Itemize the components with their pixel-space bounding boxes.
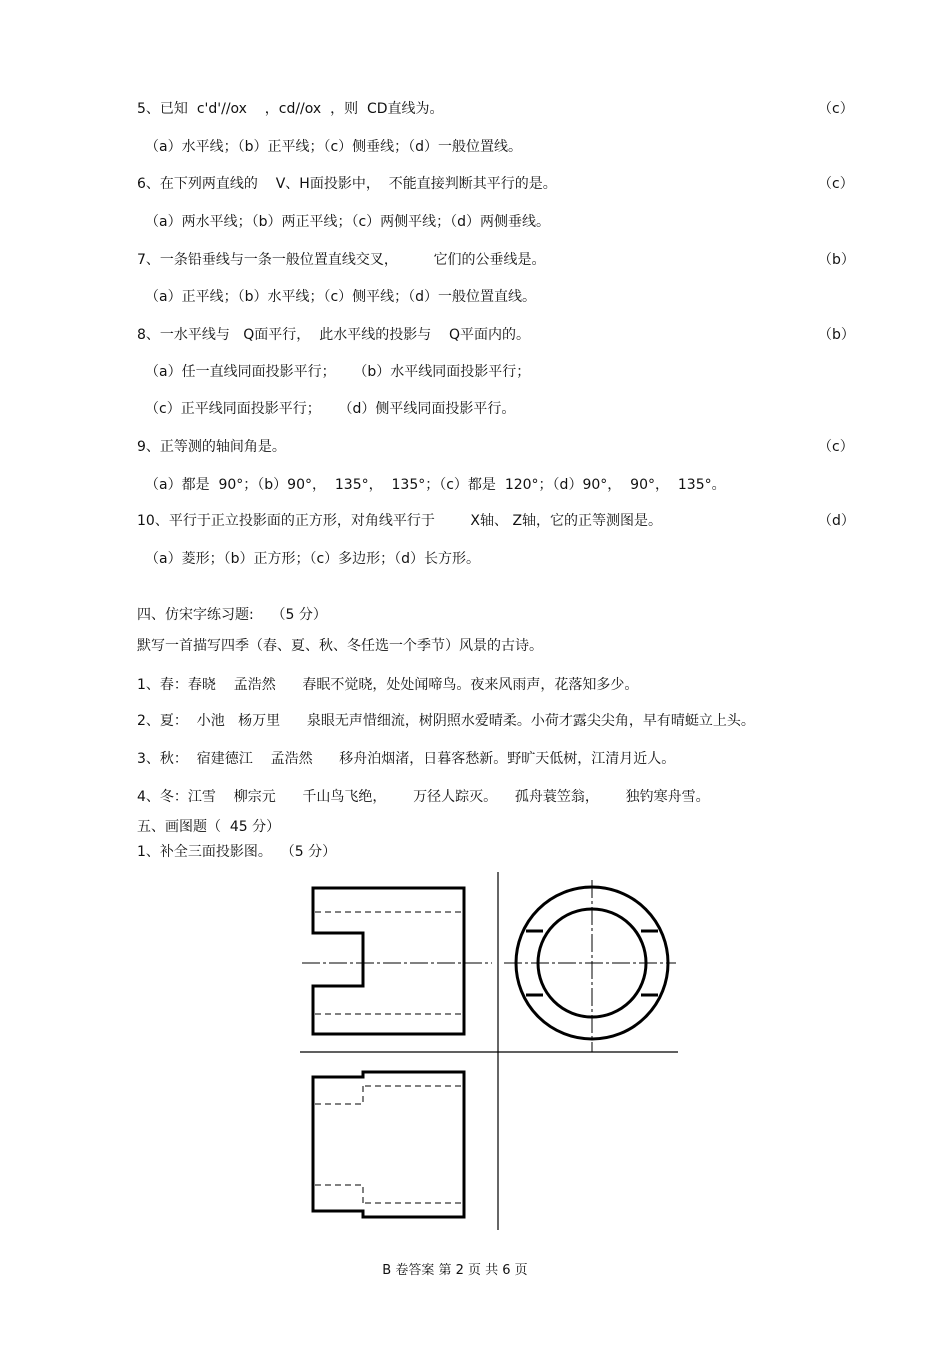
section-4-title: 四、仿宋字练习题: （5 分）: [137, 607, 327, 623]
question-text: 正等测的轴间角是。: [159, 439, 286, 455]
front-view-outline: [313, 888, 464, 1034]
question-number: 7、: [137, 252, 160, 268]
options-10: （a）菱形；（b）正方形；（c）多边形；（d）长方形。: [145, 551, 481, 567]
options-8a: （a）任一直线同面投影平行； （b）水平线同面投影平行；: [145, 364, 531, 380]
poem-autumn: 3、秋： 宿建德江 孟浩然 移舟泊烟渚，日暮客愁新。野旷天低树，江清月近人。: [137, 751, 676, 767]
three-view-projection-drawing: [298, 870, 682, 1234]
question-text: 平行于正立投影面的正方形，对角线平行于 X轴、 Z轴，它的正等测图是。: [168, 513, 663, 529]
answer-9: （c）: [818, 439, 854, 455]
options-7: （a）正平线；（b）水平线；（c）侧平线；（d）一般位置直线。: [145, 289, 537, 305]
section-5-title: 五、画图题（ 45 分）: [137, 819, 281, 835]
question-text: 一条铅垂线与一条一般位置直线交叉， 它们的公垂线是。: [159, 252, 546, 268]
top-view-outline: [313, 1072, 464, 1217]
poem-winter: 4、冬：江雪 柳宗元 千山鸟飞绝， 万径人踪灭。 孤舟蓑笠翁， 独钓寒舟雪。: [137, 789, 710, 805]
question-number: 10、: [137, 513, 169, 529]
options-6: （a）两水平线；（b）两正平线；（c）两侧平线；（d）两侧垂线。: [145, 214, 551, 230]
question-5-1: 1、补全三面投影图。 （5 分）: [137, 844, 337, 860]
options-8b: （c）正平线同面投影平行； （d）侧平线同面投影平行。: [145, 401, 516, 417]
answer-6: （c）: [818, 176, 854, 192]
answer-10: （d）: [818, 513, 855, 529]
page-footer: B 卷答案 第 2 页 共 6 页: [382, 1263, 528, 1278]
section-4-instruction: 默写一首描写四季（春、夏、秋、冬任选一个季节）风景的古诗。: [137, 638, 543, 654]
question-10: [137, 512, 662, 530]
top-view-hidden-line-lower: [315, 1185, 363, 1203]
question-text: 在下列两直线的 V、H面投影中， 不能直接判断其平行的是。: [159, 176, 557, 192]
options-5: （a）水平线；（b）正平线；（c）侧垂线；（d）一般位置线。: [145, 139, 523, 155]
question-6: [137, 175, 557, 193]
options-9: （a）都是 90°；（b）90°， 135°， 135°；（c）都是 120°；（d）90°， 90°， 135°。: [145, 477, 726, 493]
question-number: 5、: [137, 101, 160, 117]
poem-spring: 1、春：春晓 孟浩然 春眠不觉晓，处处闻啼鸟。夜来风雨声，花落知多少。: [137, 677, 639, 693]
question-number: 9、: [137, 439, 160, 455]
poem-summer: 2、夏： 小池 杨万里 泉眼无声惜细流，树阴照水爱晴柔。小荷才露尖尖角，早有晴蜓立上头。: [137, 713, 755, 729]
question-text: 一水平线与 Q面平行， 此水平线的投影与 Q平面内的。: [159, 327, 531, 343]
question-9: [137, 438, 286, 456]
answer-7: （b）: [818, 252, 855, 268]
question-5: [137, 100, 444, 118]
answer-8: （b）: [818, 327, 855, 343]
question-text: 已知 c'd'//ox ，cd//ox ，则 CD直线为。: [159, 101, 444, 117]
question-number: 8、: [137, 327, 160, 343]
question-8: [137, 326, 530, 344]
answer-5: （c）: [818, 101, 854, 117]
top-view-hidden-line-upper: [315, 1086, 363, 1104]
question-number: 6、: [137, 176, 160, 192]
question-7: [137, 251, 546, 269]
